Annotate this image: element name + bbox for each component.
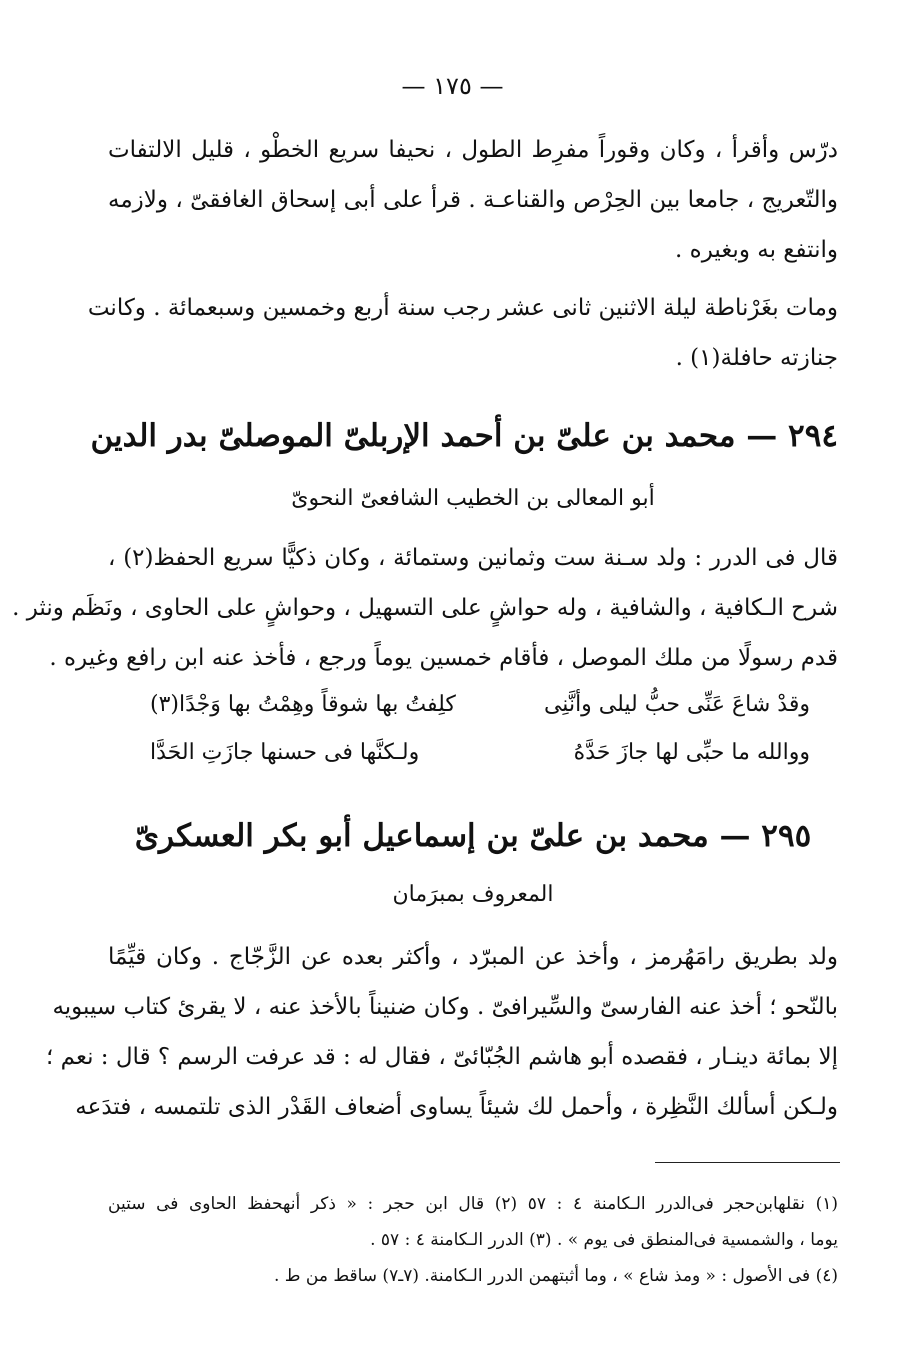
footnote-line: (٤) فى الأصول : « ومذ شاع » ، وما أثبتهمن الدرر الـكامنة. (٧ـ٧) ساقط من ط . — [273, 1266, 838, 1286]
text-line: جنازته حافلة(١) . — [675, 345, 838, 371]
verse-first-hemistich: ووالله ما حبِّى لها جازَ حَدَّهُ — [573, 740, 810, 765]
entry-294-body — [12, 533, 838, 683]
text-line: شرح الـكافية ، والشافية ، وله حواشٍ على التسهيل ، وحواشٍ على الحاوى ، ونَظَم ونثر . — [12, 595, 838, 621]
footnote-line: (١) نقلهابن‌حجر فى‌الدرر الـكامنة ٤ : ٥٧ (٢) قال ابن حجر : « ذكر أنهحفظ الحاوى فى ستين — [108, 1194, 838, 1214]
intro-paragraph — [108, 125, 838, 275]
text-line: إلا بمائة دينـار ، فقصده أبو هاشم الجُبّائىّ ، فقال له : قد عرفت الرسم ؟ قال : نعم ؛ — [46, 1044, 838, 1070]
text-line: ومات بغَرْناطة ليلة الاثنين ثانى عشر رجب سنة أربع وخمسين وسبعمائة . وكانت — [87, 295, 838, 321]
verse-line — [150, 740, 810, 780]
text-line: بالنّحو ؛ أخذ عنه الفارسىّ والسِّيرافىّ . وكان ضنيناً بالأخذ عنه ، لا يقرئ كتاب سيبويه — [52, 994, 838, 1020]
footnote-line: يوما ، والشمسية فى‌المنطق فى يوم » . (٣) الدرر الـكامنة ٤ : ٥٧ . — [370, 1230, 838, 1250]
verse-second-hemistich: ولـكنَّها فى حسنها جازَتِ الحَدَّا — [150, 740, 420, 765]
death-paragraph — [87, 283, 838, 383]
text-line: قدم رسولًا من ملك الموصل ، فأقام خمسين يوماً ورجع ، فأخذ عنه ابن رافع وغيره . — [49, 645, 838, 671]
verse-line — [150, 692, 810, 732]
text-line: وانتفع به وبغيره . — [675, 237, 838, 263]
text-line: ولد بطريق رامَهُرمز ، وأخذ عن المبرّد ، وأكثر بعده عن الزَّجّاج . وكان قيِّمًا — [108, 944, 838, 970]
text-line: ولـكن أسألك النَّظِرة ، وأحمل لك شيئاً يساوى أضعاف القَدْر الذى تلتمسه ، فتدَعه — [75, 1094, 838, 1120]
entry-295-body — [46, 932, 838, 1132]
entry-295-heading: ٢٩٥ — محمد بن علىّ بن إسماعيل أبو بكر العسكرىّ — [134, 818, 812, 854]
page-number: — ١٧٥ — — [401, 72, 504, 100]
entry-294-subheading: أبو المعالى بن الخطيب الشافعىّ النحوىّ — [291, 486, 655, 511]
entry-294-heading: ٢٩٤ — محمد بن علىّ بن أحمد الإربلىّ الموصلىّ بدر الدين — [90, 418, 838, 454]
verse-second-hemistich: كلِفتُ بها شوقاً وهِمْتُ بها وَجْدًا(٣) — [150, 692, 456, 717]
text-line: درّس وأقرأ ، وكان وقوراً مفرِط الطول ، نحيفا سريع الخطْو ، قليل الالتفات — [108, 137, 838, 163]
text-line: قال فى الدرر : ولد سـنة ست وثمانين وستمائة ، وكان ذكيًّا سريع الحفظ(٢) ، — [108, 545, 838, 571]
entry-295-subheading: المعروف بمبرَمان — [392, 882, 554, 907]
text-line: والتّعريج ، جامعا بين الحِرْص والقناعـة . قرأ على أبى إسحاق الغافقىّ ، ولازمه — [108, 187, 838, 213]
footnote-divider — [655, 1162, 840, 1163]
verse-first-hemistich: وقدْ شاعَ عَنِّى حبُّ ليلى وأنَّنِى — [543, 692, 810, 717]
